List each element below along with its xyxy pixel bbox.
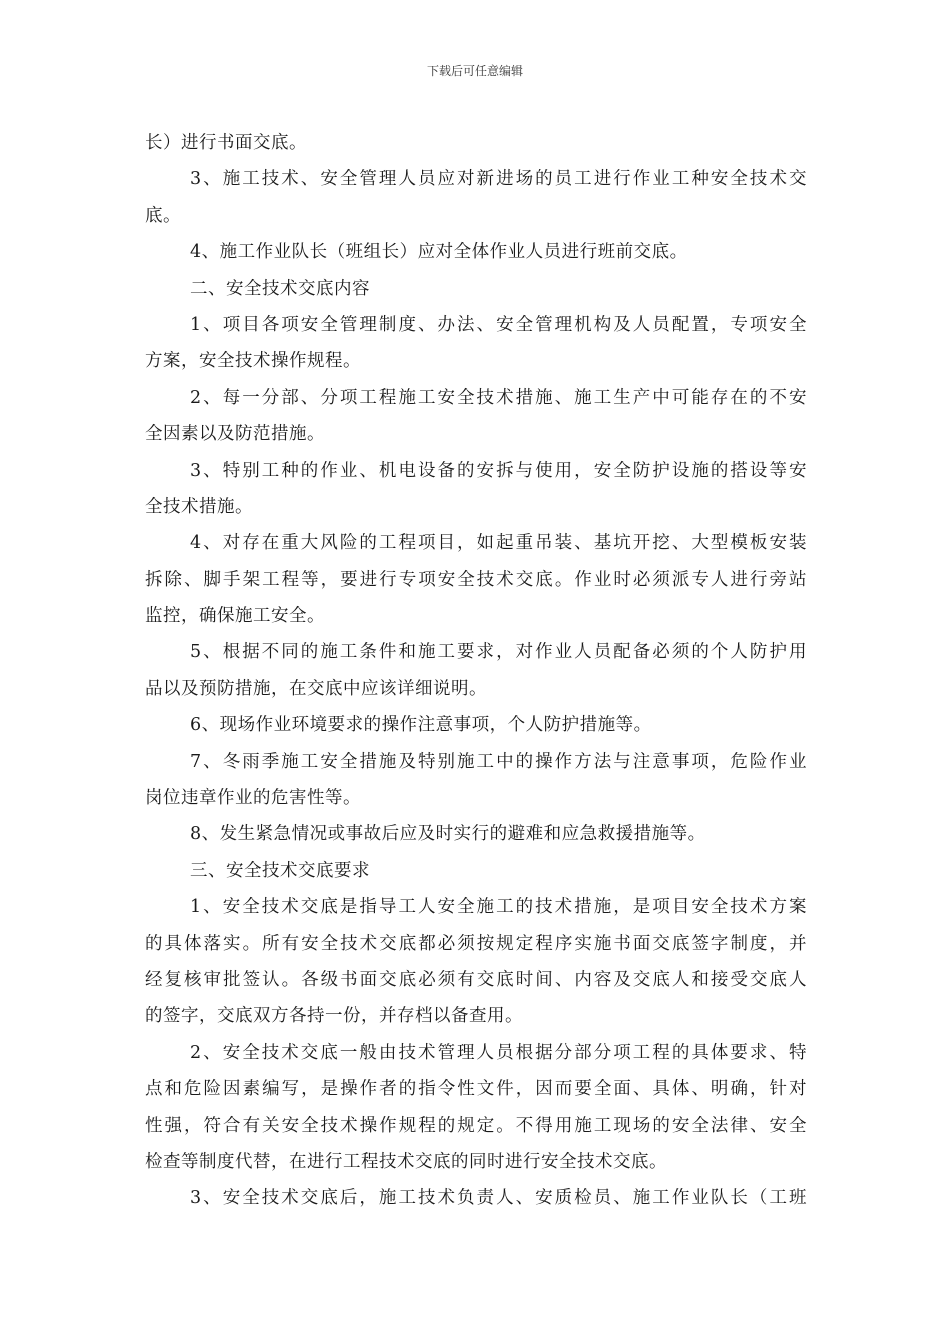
paragraph-line: 1、项目各项安全管理制度、办法、安全管理机构及人员配置，专项安全: [190, 314, 807, 335]
paragraph-line: 监控，确保施工安全。: [145, 606, 325, 627]
paragraph-line: 2、安全技术交底一般由技术管理人员根据分部分项工程的具体要求、特: [190, 1042, 807, 1063]
paragraph-line: 品以及预防措施，在交底中应该详细说明。: [145, 678, 487, 699]
section-heading: 二、安全技术交底内容: [190, 278, 370, 299]
paragraph-line: 拆除、脚手架工程等，要进行专项安全技术交底。作业时必须派专人进行旁站: [145, 569, 807, 590]
paragraph-line: 点和危险因素编写，是操作者的指令性文件，因而要全面、具体、明确，针对: [145, 1079, 807, 1100]
paragraph-line: 岗位违章作业的危害性等。: [145, 788, 361, 809]
paragraph-line: 2、每一分部、分项工程施工安全技术措施、施工生产中可能存在的不安: [190, 387, 807, 408]
paragraph-line: 6、现场作业环境要求的操作注意事项，个人防护措施等。: [190, 715, 652, 736]
paragraph-line: 全技术措施。: [145, 496, 253, 517]
paragraph-line: 5、根据不同的施工条件和施工要求，对作业人员配备必须的个人防护用: [190, 642, 807, 663]
paragraph-line: 4、施工作业队长（班组长）应对全体作业人员进行班前交底。: [190, 242, 688, 263]
paragraph-line: 的签字，交底双方各持一份，并存档以备查用。: [145, 1006, 523, 1027]
paragraph-line: 8、发生紧急情况或事故后应及时实行的避难和应急救援措施等。: [190, 824, 706, 845]
section-heading: 三、安全技术交底要求: [190, 860, 370, 881]
paragraph-line: 1、安全技术交底是指导工人安全施工的技术措施，是项目安全技术方案: [190, 897, 807, 918]
paragraph-line: 7、冬雨季施工安全措施及特别施工中的操作方法与注意事项，危险作业: [190, 751, 807, 772]
paragraph-line: 经复核审批签认。各级书面交底必须有交底时间、内容及交底人和接受交底人: [145, 969, 807, 990]
paragraph-line: 3、施工技术、安全管理人员应对新进场的员工进行作业工种安全技术交: [190, 169, 807, 190]
paragraph-line: 全因素以及防范措施。: [145, 424, 325, 445]
paragraph-line: 方案，安全技术操作规程。: [145, 351, 361, 372]
paragraph-line: 的具体落实。所有安全技术交底都必须按规定程序实施书面交底签字制度，并: [145, 933, 807, 954]
paragraph-line: 性强，符合有关安全技术操作规程的规定。不得用施工现场的安全法律、安全: [145, 1115, 807, 1136]
page-header: 下载后可任意编辑: [426, 64, 523, 78]
document-body: [145, 125, 807, 1217]
paragraph-line: 3、安全技术交底后，施工技术负责人、安质检员、施工作业队长（工班: [190, 1188, 807, 1209]
paragraph-line: 底。: [145, 205, 181, 226]
paragraph-line: 3、特别工种的作业、机电设备的安拆与使用，安全防护设施的搭设等安: [190, 460, 807, 481]
paragraph-line: 检查等制度代替，在进行工程技术交底的同时进行安全技术交底。: [145, 1151, 667, 1172]
paragraph-line: 长）进行书面交底。: [145, 133, 307, 153]
paragraph-line: 4、对存在重大风险的工程项目，如起重吊装、基坑开挖、大型模板安装: [190, 533, 807, 554]
